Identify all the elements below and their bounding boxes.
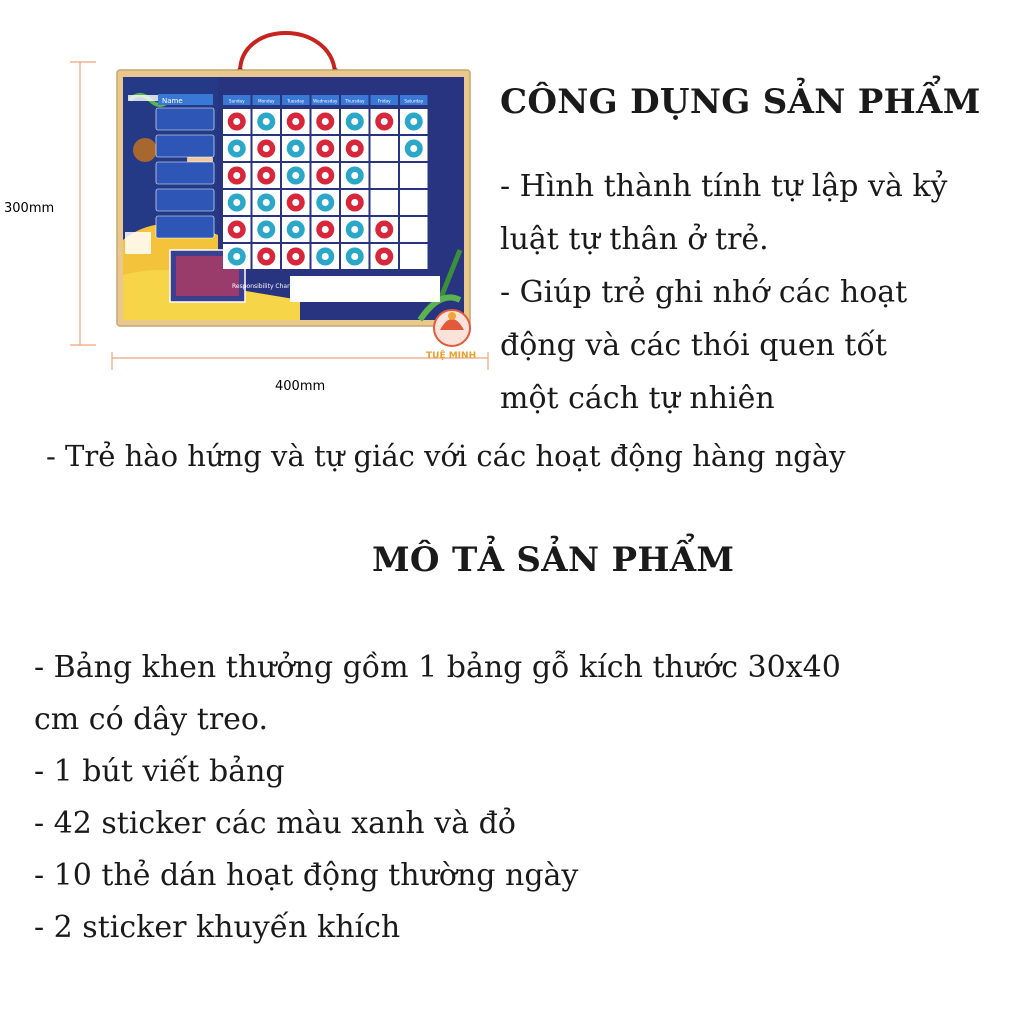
description-title: MÔ TẢ SẢN PHẨM [372,540,735,580]
width-label: 400mm [275,379,326,394]
sticker-center [263,253,270,260]
description-item-1-line-2: cm có dây treo. [34,702,268,737]
sticker-center [233,226,240,233]
sticker-center [351,199,358,206]
grid-cell [371,136,399,161]
description-item-2: - 1 bút viết bảng [34,754,285,789]
activity-cards [156,108,214,238]
sticker-center [351,172,358,179]
sticker-center [351,253,358,260]
usage-item-2-line-3: một cách tự nhiên [500,381,775,416]
sticker-center [381,253,388,260]
sticker-center [322,199,329,206]
chart-caption-panel [290,276,440,302]
usage-list [500,160,948,425]
day-header-label: Monday [257,98,275,104]
hanging-strap [240,33,335,72]
day-header-label: Sunday [228,98,245,104]
sticker-center [233,118,240,125]
description-item-1-line-1: - Bảng khen thưởng gồm 1 bảng gỗ kích thước 30x40 [34,650,841,685]
sticker-center [292,199,299,206]
sticker-center [410,145,417,152]
sticker-center [322,226,329,233]
sticker-center [351,118,358,125]
sticker-center [410,118,417,125]
sticker-center [233,145,240,152]
sticker-center [292,172,299,179]
usage-item-3: - Trẻ hào hứng và tự giác với các hoạt động hàng ngày [46,439,846,473]
day-header-label: Thursday [345,98,365,104]
description-item-5: - 2 sticker khuyến khích [34,910,401,945]
day-headers [223,95,428,105]
sticker-center [322,118,329,125]
sticker-center [263,199,270,206]
product-image [0,0,500,410]
sticker-center [233,253,240,260]
usage-item-2-line-2: động và các thói quen tốt [500,328,887,363]
sticker-center [381,226,388,233]
sticker-center [263,145,270,152]
sticker-center [263,172,270,179]
height-label: 300mm [4,201,55,216]
day-header-label: Friday [377,98,391,104]
grid-cell [400,217,428,242]
usage-item-1-line-1: - Hình thành tính tự lập và kỷ [500,169,948,204]
sticker-center [292,145,299,152]
sticker-center [381,118,388,125]
sticker-center [351,226,358,233]
sticker-center [263,226,270,233]
sticker-center [322,172,329,179]
sticker-center [233,172,240,179]
grid-cell [400,163,428,188]
day-header-label: Saturday [404,98,424,104]
sticker-center [233,199,240,206]
usage-item-2-line-1: - Giúp trẻ ghi nhớ các hoạt [500,275,908,310]
description-item-3: - 42 sticker các màu xanh và đỏ [34,806,516,841]
grid-cell [400,244,428,269]
sticker-center [292,253,299,260]
grid-cell [371,163,399,188]
description-item-4: - 10 thẻ dán hoạt động thường ngày [34,858,579,893]
sticker-center [292,118,299,125]
chart-caption: Responsibility Chart [232,283,292,290]
sticker-center [263,118,270,125]
sticker-center [292,226,299,233]
grid-cell [371,190,399,215]
description-list [34,642,841,954]
day-header-label: Tuesday [287,98,305,104]
sticker-center [322,145,329,152]
grid-cell [400,190,428,215]
watermark-text: TUỆ MINH [426,351,477,361]
sticker-center [351,145,358,152]
usage-item-1-line-2: luật tự thân ở trẻ. [500,222,769,257]
usage-title: CÔNG DỤNG SẢN PHẨM [500,82,981,122]
board-name-label: Name [162,97,183,105]
day-header-label: Wednesday [313,98,338,104]
sticker-center [322,253,329,260]
